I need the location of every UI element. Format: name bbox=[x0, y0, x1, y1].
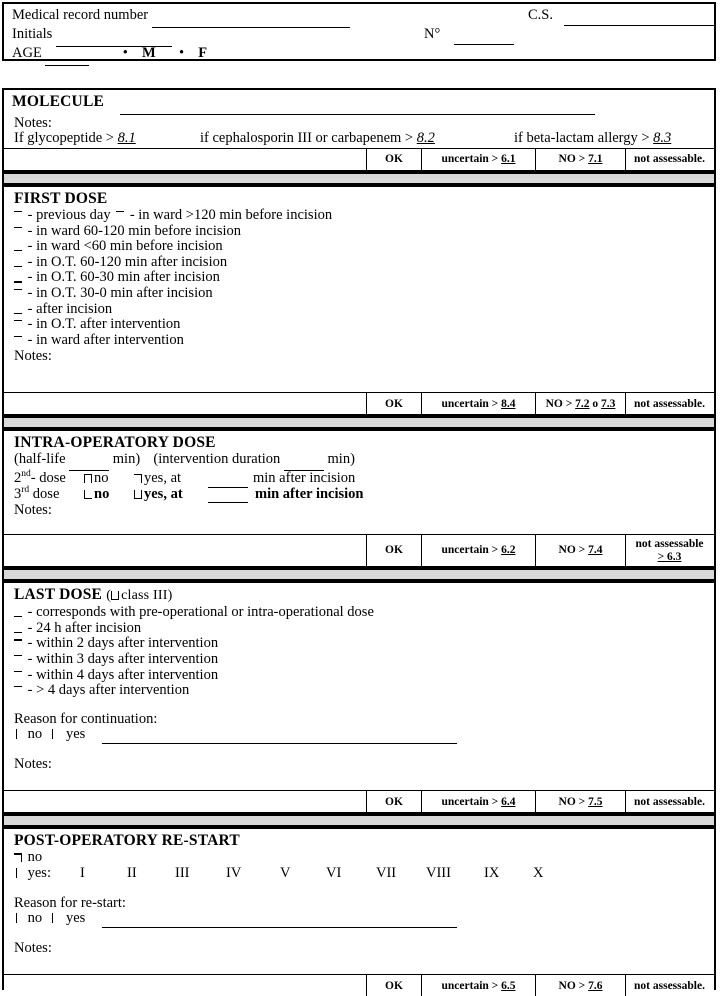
last-dose-result-no-ref: 7.5 bbox=[588, 795, 603, 808]
duration-input[interactable] bbox=[284, 454, 324, 471]
checkbox-restart-reason-no[interactable] bbox=[14, 913, 23, 923]
intra-operatory-result-ok[interactable]: OK bbox=[367, 535, 422, 566]
intra-operatory-notes-label: Notes: bbox=[14, 502, 52, 519]
first-dose-result-not-assessable[interactable]: not assessable. bbox=[634, 397, 705, 410]
last-dose-result-ok[interactable]: OK bbox=[367, 791, 422, 812]
checkbox-dose2-yes[interactable] bbox=[134, 473, 143, 483]
age-input[interactable] bbox=[45, 46, 89, 66]
header-row-age-sex bbox=[12, 44, 714, 63]
first-dose-option-row-2 bbox=[12, 224, 714, 240]
last-dose-option-4: - within 4 days after intervention bbox=[27, 666, 219, 683]
checkbox-first-dose-2[interactable] bbox=[14, 226, 23, 236]
dose2-label: dose bbox=[39, 469, 66, 486]
checkbox-restart-reason-yes[interactable] bbox=[50, 913, 59, 923]
continuation-reason-input[interactable] bbox=[102, 728, 457, 745]
first-dose-result-no-ref: 7.2 bbox=[575, 397, 590, 410]
continuation-yes-label: yes bbox=[66, 725, 86, 742]
section-first-dose bbox=[4, 185, 714, 416]
last-dose-result-no[interactable] bbox=[536, 791, 626, 812]
first-dose-result-no-label: NO > bbox=[545, 397, 573, 410]
intra-operatory-dose2-row: 2nd- dose no yes, at min after incision bbox=[14, 469, 356, 486]
last-dose-notes-area[interactable] bbox=[12, 772, 714, 790]
molecule-cond2-ref[interactable]: 8.2 bbox=[416, 130, 435, 146]
intra-operatory-result-no-label: NO > bbox=[558, 544, 586, 557]
first-dose-option-row-8 bbox=[12, 317, 714, 333]
checkbox-last-dose-3[interactable] bbox=[14, 654, 23, 664]
checkbox-first-dose-9[interactable] bbox=[14, 335, 23, 345]
last-dose-option-2: - within 2 days after intervention bbox=[27, 635, 219, 652]
roman-numeral-v[interactable]: V bbox=[280, 864, 291, 881]
post-operatory-result-uncertain[interactable] bbox=[422, 975, 536, 996]
post-operatory-notes-area[interactable] bbox=[12, 956, 714, 974]
checkbox-continuation-no[interactable] bbox=[14, 729, 23, 739]
intra-operatory-result-uncertain[interactable] bbox=[422, 535, 536, 566]
restart-no-label: no bbox=[27, 849, 43, 866]
bullet-male-icon: • bbox=[122, 45, 128, 61]
restart-yes-label: yes: bbox=[27, 864, 51, 881]
dose2-yes-label: yes, at bbox=[144, 469, 182, 486]
dose3-yes-label: yes, at bbox=[144, 485, 183, 502]
molecule-cond1-label: If glycopeptide > bbox=[14, 130, 114, 146]
molecule-result-no-ref: 7.1 bbox=[588, 153, 603, 166]
molecule-result-ok[interactable]: OK bbox=[367, 149, 422, 170]
molecule-title: MOLECULE bbox=[12, 93, 105, 110]
section-last-dose bbox=[4, 581, 714, 814]
intra-operatory-result-na-label: not assessable bbox=[635, 538, 704, 551]
first-dose-option-row-3 bbox=[12, 239, 714, 255]
first-dose-option-5: - in O.T. 60-30 min after incision bbox=[27, 269, 220, 286]
cs-label: C.S. bbox=[528, 7, 553, 23]
molecule-cond-glycopeptide bbox=[14, 130, 136, 146]
first-dose-option-0: - previous day bbox=[27, 207, 111, 223]
halflife-input[interactable] bbox=[69, 454, 109, 471]
bullet-female-icon: • bbox=[178, 45, 185, 61]
checkbox-first-dose-6[interactable] bbox=[14, 288, 23, 298]
first-dose-option-8: - in O.T. after intervention bbox=[27, 316, 181, 333]
continuation-no-label: no bbox=[27, 725, 43, 742]
continuation-yes-option[interactable] bbox=[50, 727, 85, 743]
roman-numeral-viii[interactable]: VIII bbox=[426, 864, 451, 881]
molecule-cond3-ref[interactable]: 8.3 bbox=[653, 130, 672, 146]
dose2-number: 2 bbox=[14, 469, 22, 486]
intra-operatory-notes-area[interactable] bbox=[12, 518, 714, 534]
molecule-input[interactable] bbox=[120, 94, 595, 115]
last-dose-result-uncertain-ref: 6.4 bbox=[501, 795, 516, 808]
dose3-min-after-label: min after incision bbox=[255, 485, 364, 502]
restart-reason-label: Reason for re-start: bbox=[14, 894, 126, 911]
last-dose-option-0: - corresponds with pre-operational or intra-operational dose bbox=[27, 604, 374, 621]
dose3-ordinal-suffix: rd bbox=[21, 484, 30, 495]
intra-operatory-dose2-yes-option[interactable] bbox=[134, 471, 181, 487]
molecule-cond1-ref[interactable]: 8.1 bbox=[117, 130, 136, 146]
dose2-ordinal-suffix: nd bbox=[21, 469, 31, 480]
section-spacer-2 bbox=[4, 416, 714, 429]
molecule-result-no[interactable] bbox=[536, 149, 626, 170]
post-operatory-result-no[interactable] bbox=[536, 975, 626, 996]
molecule-result-uncertain[interactable] bbox=[422, 149, 536, 170]
halflife-label: (half-life bbox=[14, 451, 66, 468]
restart-reason-no-label: no bbox=[27, 909, 43, 926]
first-dose-option-7: - after incision bbox=[27, 300, 113, 317]
intra-operatory-dose2-no-option[interactable] bbox=[84, 471, 109, 487]
checkbox-first-dose-0[interactable] bbox=[14, 210, 23, 220]
dose2-no-label: no bbox=[94, 469, 109, 486]
roman-numeral-ix[interactable]: IX bbox=[484, 864, 500, 881]
first-dose-option-row-6 bbox=[12, 286, 714, 302]
dose3-label: dose bbox=[32, 485, 60, 502]
restart-reason-yes-label: yes bbox=[66, 909, 86, 926]
last-dose-result-row bbox=[4, 790, 714, 812]
first-dose-result-uncertain-label: uncertain > bbox=[441, 397, 499, 410]
intra-operatory-result-uncertain-label: uncertain > bbox=[441, 544, 499, 557]
checkbox-last-dose-2[interactable] bbox=[14, 638, 23, 648]
post-operatory-result-ok[interactable]: OK bbox=[367, 975, 422, 996]
checkbox-continuation-yes[interactable] bbox=[50, 729, 59, 739]
last-dose-option-row-2 bbox=[12, 636, 714, 652]
roman-numeral-iii[interactable]: III bbox=[175, 864, 190, 881]
molecule-result-blank[interactable] bbox=[4, 149, 367, 170]
post-operatory-yes-row bbox=[12, 866, 714, 883]
restart-reason-input[interactable] bbox=[102, 912, 457, 929]
post-operatory-result-row bbox=[4, 974, 714, 996]
first-dose-option-row-4 bbox=[12, 255, 714, 271]
first-dose-option-2: - in ward 60-120 min before incision bbox=[27, 222, 242, 239]
last-dose-option-5: - > 4 days after intervention bbox=[27, 682, 190, 699]
medical-record-label: Medical record number bbox=[12, 7, 149, 23]
last-dose-option-row-3 bbox=[12, 652, 714, 668]
initials-label: Initials bbox=[12, 26, 53, 42]
section-spacer-1 bbox=[4, 172, 714, 185]
sex-male-option[interactable]: M bbox=[142, 45, 156, 61]
molecule-result-row bbox=[4, 148, 714, 170]
header-row-initials bbox=[12, 25, 714, 44]
molecule-result-no-label: NO > bbox=[558, 153, 586, 166]
roman-numeral-i[interactable]: I bbox=[80, 864, 85, 881]
header-row-record bbox=[12, 6, 714, 25]
roman-numeral-x[interactable]: X bbox=[533, 864, 544, 881]
intra-operatory-result-blank[interactable] bbox=[4, 535, 367, 566]
last-dose-option-3: - within 3 days after intervention bbox=[27, 650, 219, 667]
checkbox-dose2-no[interactable] bbox=[84, 473, 93, 483]
molecule-cond2-label: if cephalosporin III or carbapenem > bbox=[200, 130, 414, 146]
number-input[interactable] bbox=[454, 25, 514, 45]
post-operatory-no-row bbox=[12, 850, 714, 866]
last-dose-result-not-assessable[interactable]: not assessable. bbox=[634, 795, 705, 808]
section-spacer-3 bbox=[4, 568, 714, 581]
first-dose-option-row-0 bbox=[12, 208, 714, 224]
intra-operatory-params-row bbox=[12, 452, 714, 471]
last-dose-class-group[interactable]: ( class III) bbox=[106, 588, 173, 604]
first-dose-option-row-9 bbox=[12, 333, 714, 349]
number-label: N° bbox=[424, 26, 441, 42]
post-operatory-result-no-label: NO > bbox=[558, 979, 586, 992]
roman-numeral-iv[interactable]: IV bbox=[226, 864, 242, 881]
checkbox-restart-no[interactable] bbox=[14, 852, 23, 862]
dose3-number: 3 bbox=[14, 485, 22, 502]
restart-reason-row bbox=[12, 911, 714, 927]
last-dose-result-no-label: NO > bbox=[558, 795, 586, 808]
first-dose-result-no-ref2: 7.3 bbox=[601, 397, 616, 410]
molecule-result-uncertain-ref: 6.1 bbox=[501, 153, 516, 166]
last-dose-option-row-4 bbox=[12, 668, 714, 684]
patient-header-box bbox=[2, 2, 716, 61]
checkbox-first-dose-7[interactable] bbox=[14, 304, 23, 314]
molecule-notes-label: Notes: bbox=[14, 115, 52, 131]
last-dose-option-row-5 bbox=[12, 683, 714, 699]
intra-operatory-result-no-ref: 7.4 bbox=[588, 544, 603, 557]
checkbox-class-iii[interactable] bbox=[111, 590, 120, 600]
age-label: AGE bbox=[12, 45, 42, 61]
first-dose-notes-area[interactable] bbox=[12, 364, 714, 392]
intra-operatory-dose3-yes-option[interactable] bbox=[134, 487, 183, 503]
checkbox-first-dose-8[interactable] bbox=[14, 319, 23, 329]
duration-unit: min) bbox=[327, 451, 355, 468]
intra-operatory-result-no[interactable] bbox=[536, 535, 626, 566]
checkbox-first-dose-4[interactable] bbox=[14, 257, 23, 267]
intra-operatory-result-uncertain-ref: 6.2 bbox=[501, 544, 516, 557]
checkbox-last-dose-4[interactable] bbox=[14, 670, 23, 680]
checkbox-first-dose-5[interactable] bbox=[14, 272, 23, 282]
first-dose-result-row bbox=[4, 392, 714, 414]
first-dose-result-no[interactable] bbox=[536, 393, 626, 414]
last-dose-heading bbox=[12, 585, 714, 605]
last-dose-result-uncertain-label: uncertain > bbox=[441, 795, 499, 808]
first-dose-title: FIRST DOSE bbox=[14, 190, 108, 207]
last-dose-title: LAST DOSE bbox=[14, 586, 103, 604]
post-operatory-result-no-ref: 7.6 bbox=[588, 979, 603, 992]
first-dose-option-3: - in ward <60 min before incision bbox=[27, 238, 223, 255]
sex-female-option[interactable]: F bbox=[198, 45, 208, 61]
section-molecule bbox=[4, 90, 714, 172]
post-operatory-result-blank[interactable] bbox=[4, 975, 367, 996]
section-intra-operatory-dose bbox=[4, 429, 714, 568]
last-dose-result-uncertain[interactable] bbox=[422, 791, 536, 812]
first-dose-result-ok[interactable]: OK bbox=[367, 393, 422, 414]
last-dose-result-blank[interactable] bbox=[4, 791, 367, 812]
molecule-result-uncertain-label: uncertain > bbox=[441, 153, 499, 166]
checkbox-dose3-no[interactable] bbox=[84, 489, 93, 499]
roman-numeral-vii[interactable]: VII bbox=[376, 864, 397, 881]
molecule-result-not-assessable[interactable]: not assessable. bbox=[634, 153, 705, 166]
last-dose-option-row-0 bbox=[12, 605, 714, 621]
last-dose-class-label: class III bbox=[121, 588, 168, 604]
dose2-minutes-input[interactable] bbox=[208, 471, 248, 488]
checkbox-last-dose-1[interactable] bbox=[14, 623, 23, 633]
last-dose-option-1: - 24 h after incision bbox=[27, 619, 142, 636]
first-dose-option-9: - in ward after intervention bbox=[27, 331, 184, 348]
last-dose-reason-label: Reason for continuation: bbox=[14, 710, 158, 727]
first-dose-option-1: - in ward >120 min before incision bbox=[129, 207, 333, 223]
checkbox-last-dose-5[interactable] bbox=[14, 685, 23, 695]
roman-numeral-vi[interactable]: VI bbox=[326, 864, 342, 881]
first-dose-option-4: - in O.T. 60-120 min after incision bbox=[27, 253, 228, 270]
dose2-min-after-label: min after incision bbox=[253, 469, 356, 486]
first-dose-option-row-5 bbox=[12, 270, 714, 286]
molecule-cond3-label: if beta-lactam allergy > bbox=[514, 130, 650, 146]
checkbox-first-dose-3[interactable] bbox=[14, 241, 23, 251]
first-dose-notes-label: Notes: bbox=[14, 348, 52, 365]
dose3-no-label: no bbox=[94, 485, 110, 502]
cs-input[interactable] bbox=[564, 6, 714, 26]
intra-operatory-dose3-row bbox=[12, 484, 714, 503]
first-dose-result-uncertain-ref: 8.4 bbox=[501, 397, 516, 410]
molecule-cond-allergy bbox=[514, 131, 671, 147]
post-operatory-title: POST-OPERATORY RE-START bbox=[14, 832, 240, 850]
molecule-cond-cephalosporin bbox=[200, 131, 435, 147]
section-spacer-4 bbox=[4, 814, 714, 827]
form-body bbox=[2, 88, 716, 990]
intra-operatory-result-not-assessable[interactable] bbox=[626, 535, 713, 566]
post-operatory-result-not-assessable[interactable]: not assessable. bbox=[634, 979, 705, 992]
last-dose-option-row-1 bbox=[12, 621, 714, 637]
last-dose-reason-row bbox=[12, 727, 714, 743]
restart-reason-yes-option[interactable] bbox=[50, 911, 85, 927]
checkbox-last-dose-0[interactable] bbox=[14, 607, 23, 617]
post-operatory-notes-label: Notes: bbox=[14, 940, 52, 957]
intra-operatory-dose3-no-option[interactable] bbox=[84, 487, 109, 503]
section-post-operatory-restart bbox=[4, 827, 714, 996]
intra-operatory-result-row bbox=[4, 534, 714, 566]
halflife-unit: min) bbox=[112, 451, 141, 468]
dose3-minutes-input[interactable] bbox=[208, 487, 248, 504]
checkbox-dose3-yes[interactable] bbox=[134, 489, 143, 499]
checkbox-first-dose-1[interactable] bbox=[116, 210, 125, 220]
duration-label: (intervention duration bbox=[153, 451, 281, 468]
first-dose-result-blank[interactable] bbox=[4, 393, 367, 414]
intra-operatory-result-na-ref: > 6.3 bbox=[657, 550, 682, 563]
post-operatory-result-uncertain-label: uncertain > bbox=[441, 979, 499, 992]
first-dose-result-no-conj: o bbox=[592, 397, 599, 410]
first-dose-option-6: - in O.T. 30-0 min after incision bbox=[27, 284, 213, 301]
post-operatory-result-uncertain-ref: 6.5 bbox=[501, 979, 516, 992]
checkbox-restart-yes[interactable] bbox=[14, 868, 23, 878]
roman-numeral-ii[interactable]: II bbox=[127, 864, 137, 881]
first-dose-result-uncertain[interactable] bbox=[422, 393, 536, 414]
first-dose-option-row-7 bbox=[12, 302, 714, 318]
intra-operatory-title: INTRA-OPERATORY DOSE bbox=[14, 434, 216, 452]
last-dose-notes-label: Notes: bbox=[14, 756, 52, 773]
